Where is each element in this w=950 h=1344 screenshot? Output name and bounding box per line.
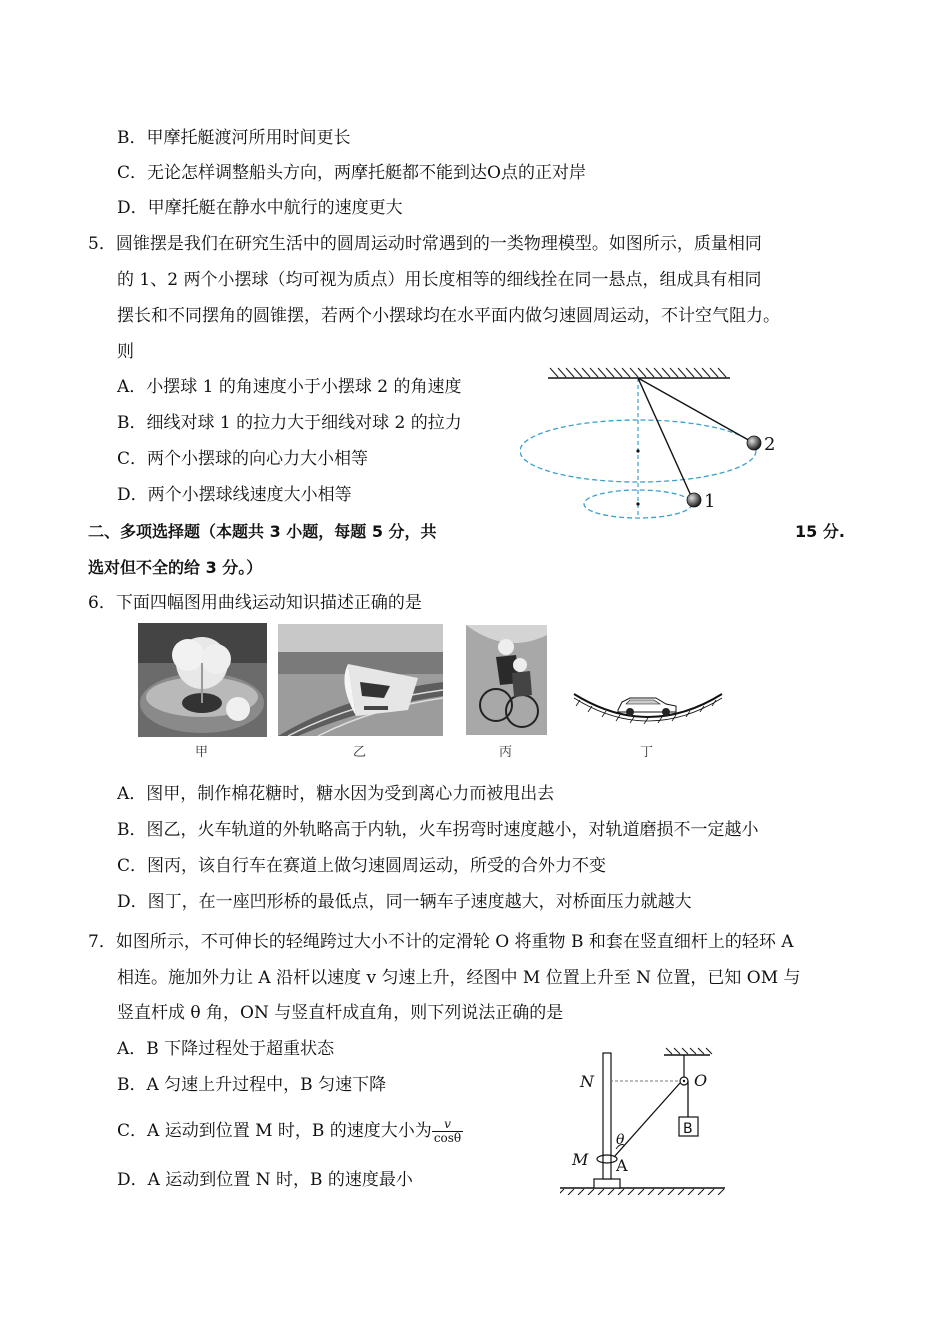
q7-option-c bbox=[117, 1118, 463, 1145]
q6-option-a: A．图甲，制作棉花糖时，糖水因为受到离心力而被甩出去 bbox=[117, 784, 555, 804]
concave-bridge-figure bbox=[570, 680, 726, 724]
q4-option-c: C．无论怎样调整船头方向，两摩托艇都不能到达O点的正对岸 bbox=[117, 163, 586, 183]
q5-stem-line3: 摆长和不同摆角的圆锥摆，若两个小摆球均在水平面内做匀速圆周运动，不计空气阻力。 bbox=[117, 306, 780, 326]
caption-ding: 丁 bbox=[640, 745, 654, 760]
cyclists-photo bbox=[466, 625, 547, 735]
label-m: M bbox=[572, 1150, 589, 1169]
q7-stem-line3: 竖直杆成 θ 角，ON 与竖直杆成直角，则下列说法正确的是 bbox=[117, 1003, 564, 1023]
q6-option-b: B．图乙，火车轨道的外轨略高于内轨，火车拐弯时速度越小，对轨道磨损不一定越小 bbox=[117, 820, 759, 840]
label-a: A bbox=[616, 1156, 628, 1175]
q5-stem-line1: 5．圆锥摆是我们在研究生活中的圆周运动时常遇到的一类物理模型。如图所示，质量相同 bbox=[88, 234, 762, 254]
q7-option-b: B．A 匀速上升过程中，B 匀速下降 bbox=[117, 1075, 387, 1095]
q5-stem-line4: 则 bbox=[117, 342, 134, 362]
section2-heading-line1: 二、多项选择题（本题共 3 小题，每题 5 分，共 bbox=[88, 522, 437, 541]
q6-stem: 6．下面四幅图用曲线运动知识描述正确的是 bbox=[88, 593, 422, 613]
q7-option-d: D．A 运动到位置 N 时，B 的速度最小 bbox=[117, 1170, 413, 1190]
q7-option-c-text: C．A 运动到位置 M 时，B 的速度大小为 bbox=[117, 1121, 432, 1141]
caption-yi: 乙 bbox=[353, 745, 367, 760]
q5-stem-line2: 的 1、2 两个小摆球（均可视为质点）用长度相等的细线拴在同一悬点，组成具有相同 bbox=[117, 270, 762, 290]
q5-option-a: A．小摆球 1 的角速度小于小摆球 2 的角速度 bbox=[117, 377, 462, 397]
caption-jia: 甲 bbox=[195, 745, 209, 760]
q6-option-c: C．图丙，该自行车在赛道上做匀速圆周运动，所受的合外力不变 bbox=[117, 856, 607, 876]
label-o: O bbox=[694, 1071, 708, 1090]
q7-option-a: A．B 下降过程处于超重状态 bbox=[117, 1039, 335, 1059]
label-n: N bbox=[580, 1072, 594, 1091]
ball-1-label: 1 bbox=[704, 491, 716, 512]
section2-heading-line2: 选对但不全的给 3 分。） bbox=[88, 558, 263, 577]
q7-stem-line1: 7．如图所示，不可伸长的轻绳跨过大小不计的定滑轮 O 将重物 B 和套在竖直细杆上的轻环 A bbox=[88, 932, 794, 952]
q7-stem-line2: 相连。施加外力让 A 沿杆以速度 v 匀速上升，经图中 M 位置上升至 N 位置，已知 OM 与 bbox=[117, 968, 801, 988]
fraction-denominator: cosθ bbox=[433, 1131, 462, 1145]
velocity-fraction bbox=[432, 1118, 463, 1145]
q6-option-d: D．图丁，在一座凹形桥的最低点，同一辆车子速度越大，对桥面压力就越大 bbox=[117, 892, 692, 912]
q5-option-b: B．细线对球 1 的拉力大于细线对球 2 的拉力 bbox=[117, 413, 462, 433]
q4-option-b: B．甲摩托艇渡河所用时间更长 bbox=[117, 128, 351, 148]
q5-option-d: D．两个小摆球线速度大小相等 bbox=[117, 485, 352, 505]
section2-heading-tail: 15 分. bbox=[795, 522, 845, 541]
caption-bing: 丙 bbox=[499, 745, 513, 760]
label-theta: θ bbox=[616, 1132, 625, 1148]
train-photo bbox=[278, 624, 443, 736]
label-b: B bbox=[683, 1121, 693, 1137]
q4-option-d: D．甲摩托艇在静水中航行的速度更大 bbox=[117, 198, 403, 218]
q5-option-c: C．两个小摆球的向心力大小相等 bbox=[117, 449, 369, 469]
ball-2-label: 2 bbox=[764, 434, 776, 455]
pulley-rod-figure bbox=[560, 1045, 760, 1195]
fraction-numerator: v bbox=[432, 1118, 463, 1132]
conical-pendulum-figure bbox=[520, 362, 790, 522]
cotton-candy-photo bbox=[138, 623, 267, 737]
